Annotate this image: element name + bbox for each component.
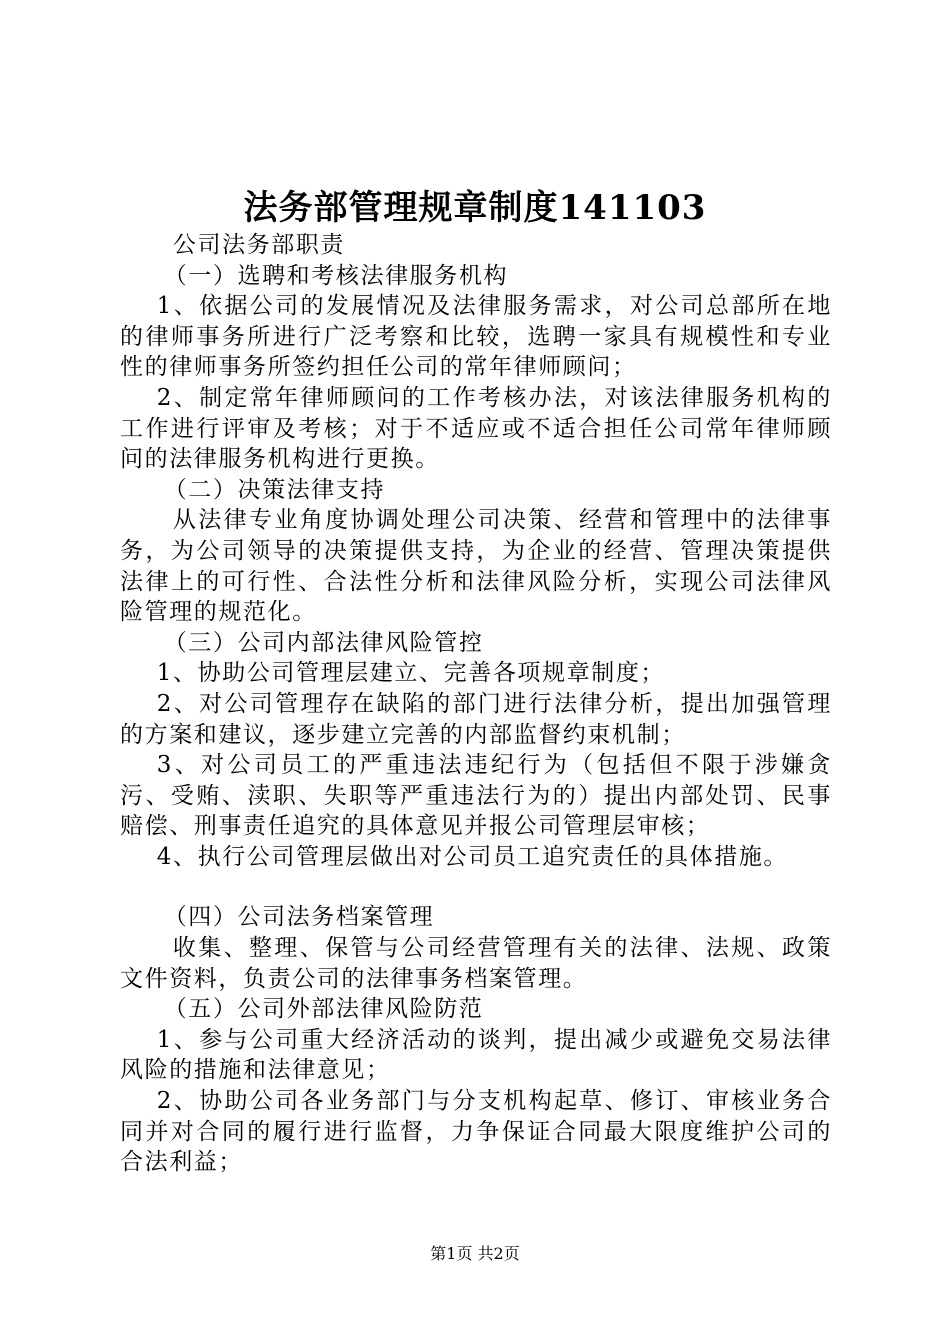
paragraph: 4、执行公司管理层做出对公司员工追究责任的具体措施。 xyxy=(156,843,789,870)
paragraph: 从法律专业角度协调处理公司决策、经营和管理中的法律事务，为公司领导的决策提供支持，为企业的经营、管理决策提供法律上的可行性、合法性分析和法律风险分析，实现公司法律风险管理的规范化。 xyxy=(120,507,832,626)
section-heading: （四）公司法务档案管理 xyxy=(163,904,435,931)
paragraph: 2、制定常年律师顾问的工作考核办法，对该法律服务机构的工作进行评审及考核；对于不适应或不适合担任公司常年律师顾问的法律服务机构进行更换。 xyxy=(120,384,832,473)
section-heading: （二）决策法律支持 xyxy=(163,476,386,503)
paragraph: 1、参与公司重大经济活动的谈判，提出减少或避免交易法律风险的措施和法律意见； xyxy=(120,1026,832,1084)
document-title: 法务部管理规章制度141103 xyxy=(243,188,707,228)
section-heading: （一）选聘和考核法律服务机构 xyxy=(163,262,509,289)
page-footer: 第1页 共2页 xyxy=(430,1244,520,1263)
paragraph: 1、协助公司管理层建立、完善各项规章制度； xyxy=(156,660,666,687)
section-heading: （五）公司外部法律风险防范 xyxy=(163,996,484,1023)
blank-line xyxy=(120,872,832,902)
paragraph: 收集、整理、保管与公司经营管理有关的法律、法规、政策文件资料，负责公司的法律事务档案管理。 xyxy=(120,935,832,992)
paragraph: 2、对公司管理存在缺陷的部门进行法律分析，提出加强管理的方案和建议，逐步建立完善的内部监督约束机制； xyxy=(120,690,832,748)
section-heading: （三）公司内部法律风险管控 xyxy=(163,629,484,656)
paragraph: 公司法务部职责 xyxy=(172,232,346,258)
paragraph: 2、协助公司各业务部门与分支机构起草、修订、审核业务合同并对合同的履行进行监督，力争保证合同最大限度维护公司的合法利益； xyxy=(120,1088,832,1176)
paragraph: 3、对公司员工的严重违法违纪行为（包括但不限于涉嫌贪污、受贿、渎职、失职等严重违法行为的）提出内部处罚、民事赔偿、刑事责任追究的具体意见并报公司管理层审核； xyxy=(120,752,832,840)
paragraph: 1、依据公司的发展情况及法律服务需求，对公司总部所在地的律师事务所进行广泛考察和比较，选聘一家具有规模性和专业性的律师事务所签约担任公司的常年律师顾问； xyxy=(120,293,832,381)
document-body xyxy=(120,230,832,1178)
